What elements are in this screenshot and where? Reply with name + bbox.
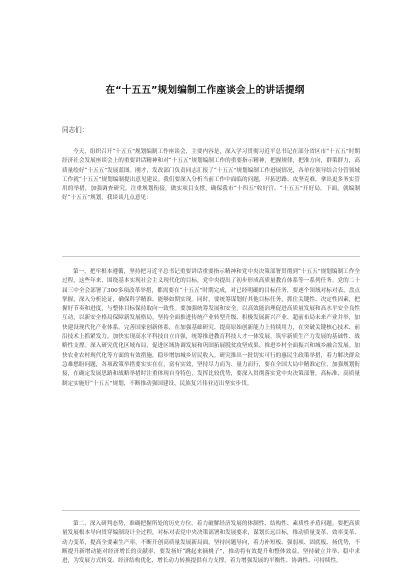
document-title: 在“十五五”规划编制工作座谈会上的讲话提纲 [105,85,305,96]
greeting: 同志们： [62,126,89,134]
paragraph-first-point: 第一，把牢根本遵循，坚持把习近平总书记重要讲话重要指示精神和党中央决策部署贯彻到“十五五”规划编制工作全过程，这些年来，围绕基本实现社会主义现代化的目标，党中央提出了初步形成高质量教育体系等一系列任务。党的二十届三中全会部署了300多项改革举措，都需要在“十五五”时期完成，对已经明确的目标任务，要逐个领域对标对表、盘点掌握，深入分析论证，确保科学精准、能够如期实现。同时，要统筹谋划好其他目标任务，抓住关键性、决定性因素，把握好节奏和进度，与整体目标保持取向一致性。要加强统筹发展和安全，以高效能治理促进高质量发展和高水平安全良性互动，以新安全格局保障新发展格局。坚持全面推进传统产业转型升级、积极发展新兴产业、超前布局未来产业并举，加快建设现代化产业体系。完善国家创新体系，在加强基础研究、提高原始创新能力上持续用力，在突破关键核心技术、前沿技术上抓紧发力，加快实现高水平科技自立自强，统筹推进教育科技人才一体发展。筑牢新质生产力发展的基础性、战略性支撑。深入研究优化区域布局，促进区域协调发展和巩固拓展脱贫攻坚成果、推进乡村全面振兴和城乡融合发展。加快农业农村现代化等方面的有效措施，稳步增加城乡居民收入。研究推出一批切实可行的惠民生政策举措，着力解决群众急难愁盼问题，各项政策举措要实实在在，富有实效，坚持尽力而为、量力而行，要在全国大局中精准定位，加强规划衔接，在确定发展思路和战略举措时注重体现自身特色，发挥比较优势，要深入贯彻落实党中央决策部署，高标准、高质量制定实施好“十五五”规划，不断推动强国建设、民族复兴伟业迈出坚实步伐。 [62,269,360,387]
section-divider [62,510,360,511]
paragraph-second-point: 第二，深入研判态势，准确把握所处的历史方位，着力破解经济发展的体制性、结构性、素质性矛盾问题。要把高质量发展根本导向贯穿编制设计全过程，对标对表党中央决策部署和发展要求，谋划长远目标，推动质量变革、效率变革、动力变革，提高全要素生产率，不断开创高质量发展新局面。坚持问题导向，着力补短板、强弱项、固底板、扬优势，不断提升新增动能对经济增长的贡献率，要发扬好“跳起来摘桃子”，推动将有效提升和整体效益，坚持破立并举、稳中求进，为发展方式转变、经济结构优化、增长动力转换提供有力支撑，着力增强发展的平衡性、协调性、可持续性。 [62,521,360,565]
section-divider [62,256,360,257]
paragraph-intro: 今天，组织召开“十五五”规划编制工作座谈会，主要内容是，深入学习贯彻习近平总书记在部分省区市“十五五”时期经济社会发展座谈会上的重要讲话精神和对“十五五”规划编制工作的重要指示精神，把握规律，把准方向，群策群力，高质量绘好“十五五”发展蓝图。刚才，发改部门负责同志汇报了“十五五”规划编制工作进展情况，各单位领导结合分管领域工作就“十五五”规划编制提出意见建议。我们要深入分析当前工作中面临的问题，开拓思路、攻坚克难，拿出更多务实管用的举措，加强调查研究，注重规划衔接，做实项目支撑，确保我市“十四五”收好官、“十五五”开好局。下面，就编制好“十五五”规划，我谈谈几点意见： [62,149,360,202]
